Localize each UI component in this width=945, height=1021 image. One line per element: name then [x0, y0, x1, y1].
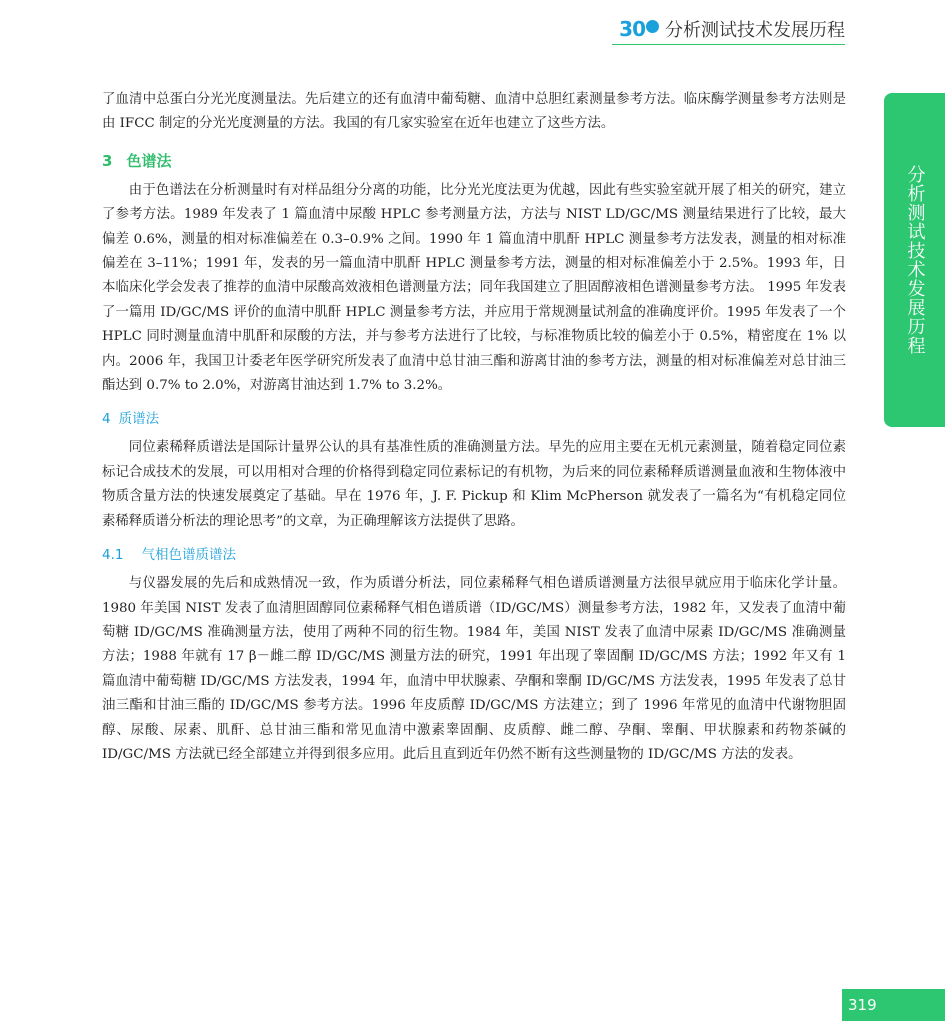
section-4-1-title: 气相色谱质谱法 [141, 547, 236, 564]
section-4-title: 质谱法 [118, 411, 160, 428]
page-body [102, 88, 846, 767]
anniversary-logo [619, 17, 659, 41]
logo-number: 30 [619, 17, 645, 41]
header-divider [612, 44, 845, 45]
header-title: 分析测试技术发展历程 [665, 20, 845, 41]
section-4-number: 4 [102, 411, 111, 428]
intro-paragraph: 了血清中总蛋白分光光度测量法。先后建立的还有血清中葡萄糖、血清中总胆红素测量参考方法。临床酶学测量参考方法则是由 IFCC 制定的分光光度测量的方法。我国的有几家实验室在近年也建立了这些方法。 [102, 92, 846, 132]
section-3-paragraph: 由于色谱法在分析测量时有对样品组分分离的功能，比分光光度法更为优越，因此有些实验室就开展了相关的研究，建立了参考方法。1989 年发表了 1 篇血清中尿酸 HPLC 参考测量方法，方法与 NIST LD/GC/MS 测量结果进行了比较，最大偏差 0.6%，测量的相对标准偏差在 0.3–0.9% 之间。1990 年 1 篇血清中肌酐 HPLC 测量参考方法发表，测量的相对标准偏差在 3–11%；1991 年，发表的另一篇血清中肌酐 HPLC 测量参考方法，测量的相对标准偏差小于 2.5%。1993 年，日本临床化学会发表了推荐的血清中尿酸高效液相色谱测量方法；同年我国建立了胆固醇液相色谱测量参考方法。 1995 年发表了一篇用 ID/GC/MS 评价的血清中肌酐 HPLC 测量参考方法，并应用于常规测量试剂盒的准确度评价。1995 年发表了一个 HPLC 同时测量血清中肌酐和尿酸的方法，并与参考方法进行了比较，与标准物质比较的偏差小于 0.5%，精密度在 1% 以内。2006 年，我国卫计委老年医学研究所发表了血清中总甘油三酯和游离甘油的参考方法，测量的相对标准偏差对总甘油三酯达到 0.7% to 2.0%，对游离甘油达到 1.7% to 3.2%。 [102, 182, 846, 394]
page-number: 319 [842, 989, 945, 1021]
side-tab-label: 分析测试技术发展历程 [904, 165, 926, 355]
section-4-heading [102, 410, 846, 428]
section-4-1-paragraph: 与仪器发展的先后和成熟情况一致，作为质谱分析法，同位素稀释气相色谱质谱测量方法很早就应用于临床化学计量。1980 年美国 NIST 发表了血清胆固醇同位素稀释气相色谱质谱（ID/GC/MS）测量参考方法，1982 年，又发表了血清中葡萄糖 ID/GC/MS 准确测量方法，使用了两种不同的衍生物。1984 年，美国 NIST 发表了血清中尿素 ID/GC/MS 准确测量方法；1988 年就有 17 β－雌二醇 ID/GC/MS 测量方法的研究，1991 年出现了睾固酮 ID/GC/MS 方法；1992 年又有 1 篇血清中葡萄糖 ID/GC/MS 方法发表，1994 年，血清中甲状腺素、孕酮和睾酮 ID/GC/MS 方法发表，1995 年发表了总甘油三酯和甘油三酯的 ID/GC/MS 参考方法。1996 年皮质醇 ID/GC/MS 方法建立；到了 1996 年常见的血清中代谢物胆固醇、尿酸、尿素、肌酐、总甘油三酯和常见血清中激素睾固酮、皮质醇、雌二醇、孕酮、睾酮、甲状腺素和药物茶碱的 ID/GC/MS 方法就已经全部建立并得到很多应用。此后且直到近年仍然不断有这些测量物的 ID/GC/MS 方法的发表。 [102, 576, 846, 762]
running-header [619, 16, 845, 42]
chapter-side-tab [884, 93, 945, 427]
section-3-heading [102, 151, 846, 171]
section-3-number: 3 [102, 151, 113, 170]
section-4-paragraph: 同位素稀释质谱法是国际计量界公认的具有基准性质的准确测量方法。早先的应用主要在无机元素测量，随着稳定同位素标记合成技术的发展，可以用相对合理的价格得到稳定同位素标记的有机物，为后来的同位素稀释质谱测量血液和生物体液中物质含量方法的快速发展奠定了基础。早在 1976 年，J. F. Pickup 和 Klim McPherson 就发表了一篇名为“有机稳定同位素稀释质谱分析法的理论思考”的文章，为正确理解该方法提供了思路。 [102, 440, 846, 529]
section-3-title: 色谱法 [126, 151, 172, 170]
section-4-1-heading [102, 546, 846, 564]
section-4-1-number: 4.1 [102, 547, 124, 564]
logo-badge-icon [646, 20, 659, 33]
